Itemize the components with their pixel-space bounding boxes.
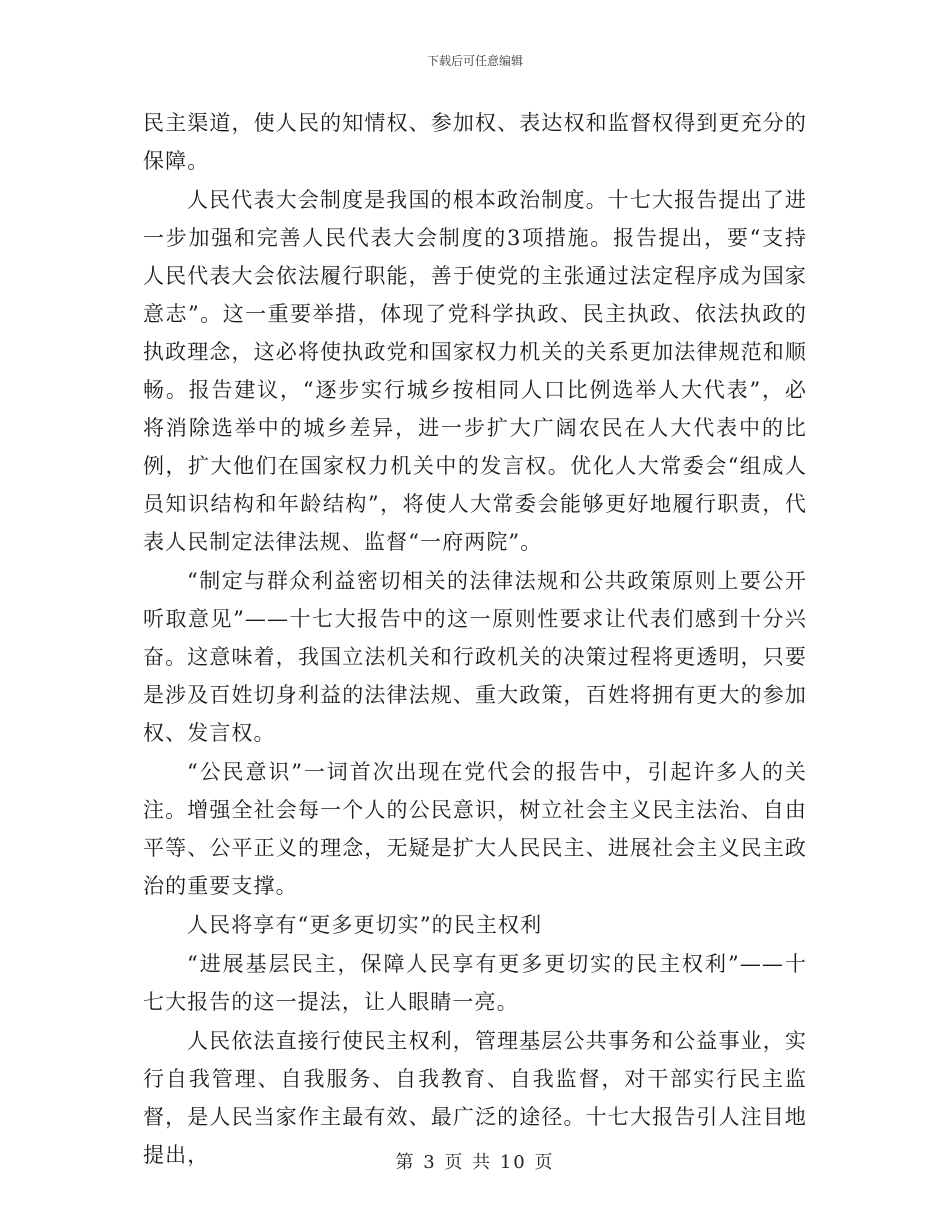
paragraph-5: “进展基层民主，保障人民享有更多更切实的民主权利”——十七大报告的这一提法，让人眼睛一亮。 [143,952,807,1014]
paragraph-3: “制定与群众利益密切相关的法律法规和公共政策原则上要公开听取意见”——十七大报告中的这一原则性要求让代表们感到十分兴奋。这意味着，我国立法机关和行政机关的决策过程将更透明，只要是涉及百姓切身利益的法律法规、重大政策，百姓将拥有更大的参加权、发言权。 [143,569,807,745]
page-header: 下载后可任意编辑 [426,54,523,68]
paragraph-4: “公民意识”一词首次出现在党代会的报告中，引起许多人的关注。增强全社会每一个人的公民意识，树立社会主义民主法治、自由平等、公平正义的理念，无疑是扩大人民民主、进展社会主义民主政治的重要支撑。 [143,760,807,898]
document-body [143,104,807,1175]
page-number-footer: 第 3 页 共 10 页 [395,1152,555,1173]
paragraph-1: 民主渠道，使人民的知情权、参加权、表达权和监督权得到更充分的保障。 [143,111,807,173]
section-subheading: 人民将享有“更多更切实”的民主权利 [187,913,543,937]
paragraph-6: 人民依法直接行使民主权利，管理基层公共事务和公益事业，实行自我管理、自我服务、自我教育、自我监督，对干部实行民主监督，是人民当家作主最有效、最广泛的途径。十七大报告引人注目地提出， [143,1029,807,1167]
paragraph-2: 人民代表大会制度是我国的根本政治制度。十七大报告提出了进一步加强和完善人民代表大会制度的3项措施。报告提出，要“支持人民代表大会依法履行职能，善于使党的主张通过法定程序成为国家意志”。这一重要举措，体现了党科学执政、民主执政、依法执政的执政理念，这必将使执政党和国家权力机关的关系更加法律规范和顺畅。报告建议，“逐步实行城乡按相同人口比例选举人大代表”，必将消除选举中的城乡差异，进一步扩大广阔农民在人大代表中的比例，扩大他们在国家权力机关中的发言权。优化人大常委会“组成人员知识结构和年龄结构”，将使人大常委会能够更好地履行职责，代表人民制定法律法规、监督“一府两院”。 [143,188,807,554]
